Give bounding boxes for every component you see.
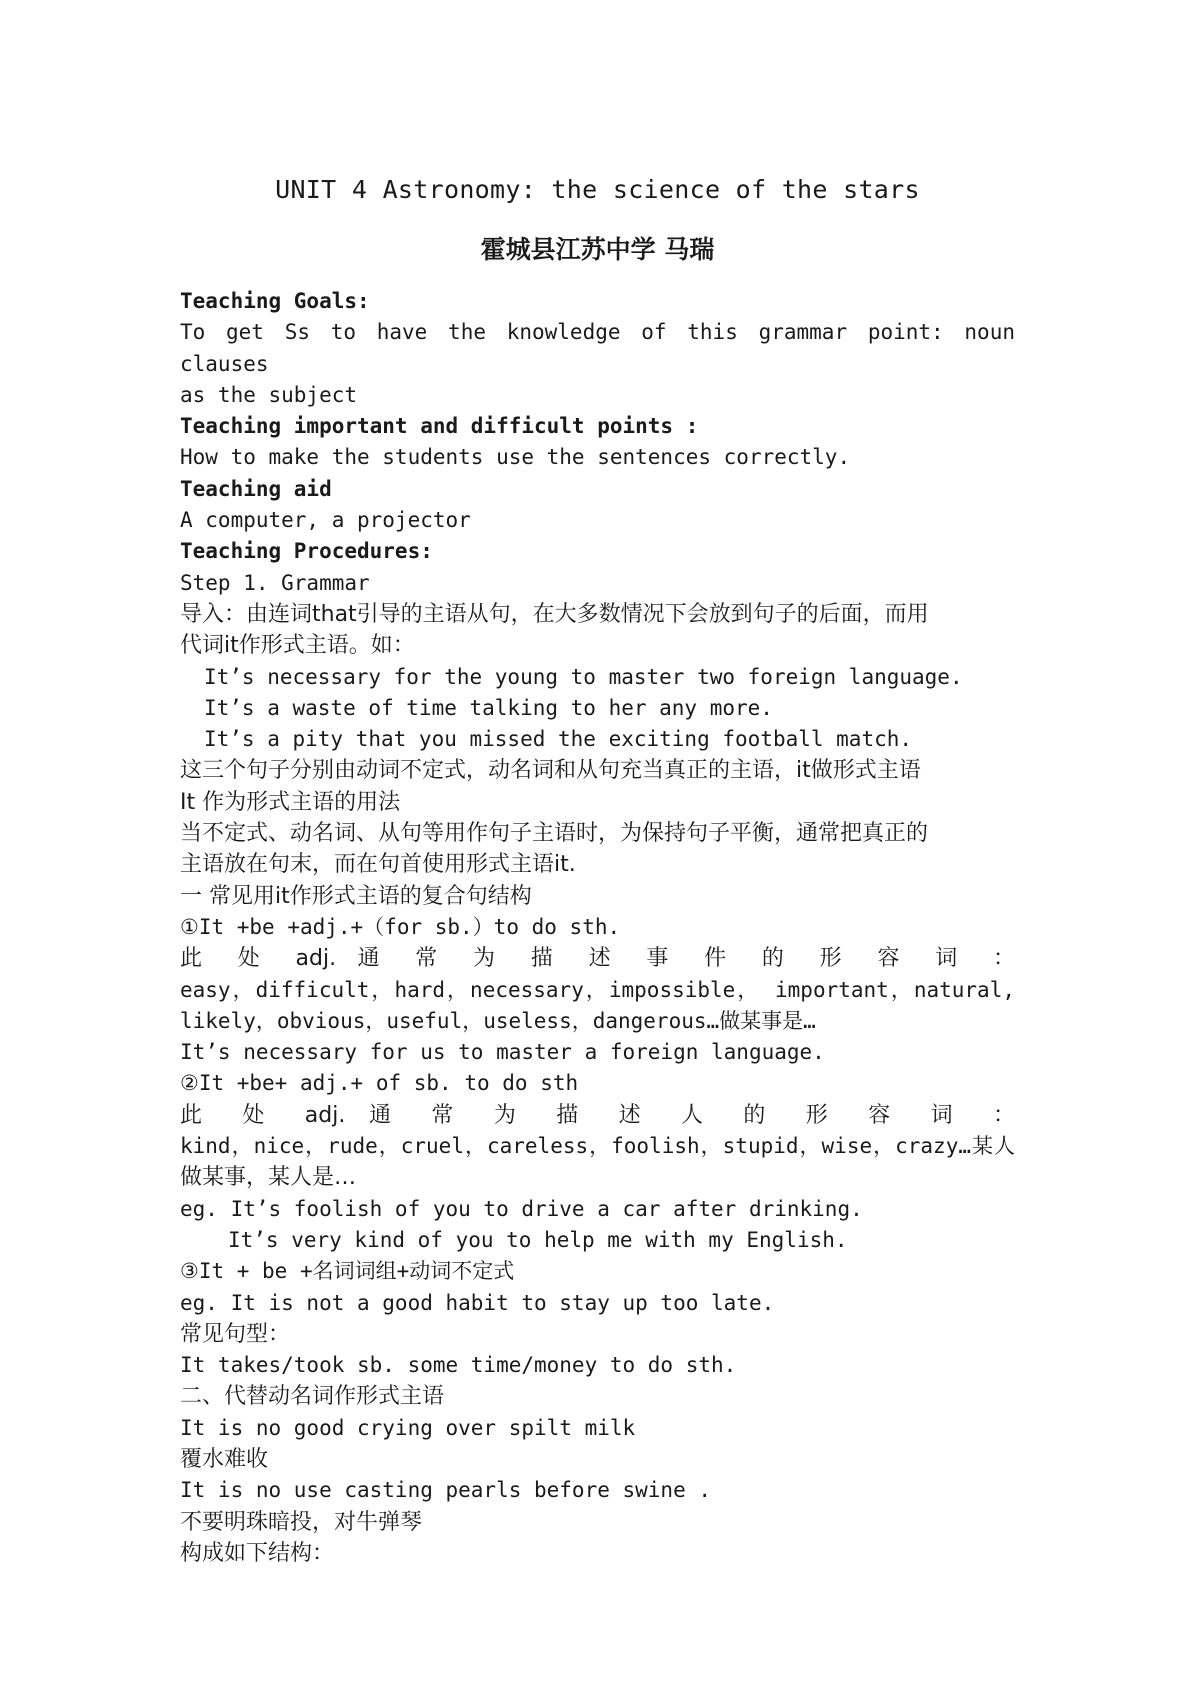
text-line: as the subject	[180, 382, 358, 407]
text-line: 覆水难收	[180, 1446, 269, 1472]
text-line: easy，difficult，hard，necessary，impossible， important，natural,	[180, 977, 1015, 1002]
text-line: It’s a pity that you missed the exciting football match.	[204, 727, 913, 752]
text-line: 导入：由连词that引导的主语从句，在大多数情况下会放到句子的后面，而用	[180, 601, 929, 627]
text-line: kind，nice，rude，cruel，careless，foolish，stupid，wise，crazy…某人	[180, 1134, 1015, 1159]
text-line: 此 处 adj. 通 常 为 描 述 人 的 形 容 词 ：	[180, 1102, 1015, 1128]
text-line: eg. It’s foolish of you to drive a car after drinking.	[180, 1196, 863, 1221]
text-line: 不要明珠暗投，对牛弹琴	[180, 1509, 423, 1535]
text-line: It’s a waste of time talking to her any more.	[204, 695, 773, 720]
text-line: It’s very kind of you to help me with my English.	[228, 1227, 848, 1252]
text-line: To get Ss to have the knowledge of this grammar point: noun clauses	[180, 320, 1015, 376]
text-line: ②It +be+ adj.+ of sb. to do sth	[180, 1071, 579, 1096]
text-line: eg. It is not a good habit to stay up too late.	[180, 1290, 775, 1315]
text-line: 这三个句子分别由动词不定式，动名词和从句充当真正的主语，it做形式主语	[180, 758, 921, 784]
text-line: It is no good crying over spilt milk	[180, 1415, 636, 1440]
text-line: How to make the students use the sentences correctly.	[180, 445, 851, 470]
text-line: 当不定式、动名词、从句等用作句子主语时，为保持句子平衡，通常把真正的	[180, 821, 929, 847]
text-line: Teaching Procedures:	[180, 539, 433, 564]
text-line: It 作为形式主语的用法	[180, 789, 401, 815]
text-line: It is no use casting pearls before swine .	[180, 1478, 712, 1503]
text-line: It’s necessary for us to master a foreign language.	[180, 1040, 825, 1065]
text-line: 做某事，某人是…	[180, 1165, 357, 1191]
text-line: likely，obvious，useful，useless，dangerous…做某事是…	[180, 1008, 816, 1033]
text-line: Step 1. Grammar	[180, 570, 370, 595]
text-line: 一 常见用it作形式主语的复合句结构	[180, 883, 532, 909]
text-line: Teaching Goals:	[180, 289, 370, 313]
text-line: ③It + be +名词词组+动词不定式	[180, 1259, 515, 1284]
document-page	[180, 170, 1015, 1569]
text-line: 常见句型：	[180, 1321, 291, 1347]
text-line: 构成如下结构：	[180, 1540, 335, 1566]
text-line: 代词it作形式主语。如：	[180, 633, 415, 659]
text-line: 此 处 adj. 通 常 为 描 述 事 件 的 形 容 词 ：	[180, 946, 1015, 972]
document-title: UNIT 4 Astronomy: the science of the stars	[275, 175, 920, 204]
document-body	[180, 286, 1015, 1569]
text-line: 主语放在句末，而在句首使用形式主语it.	[180, 852, 576, 878]
text-line: A computer, a projector	[180, 508, 471, 533]
text-line: Teaching aid	[180, 476, 332, 501]
text-line: It takes/took sb. some time/money to do sth.	[180, 1353, 737, 1378]
document-author: 霍城县江苏中学 马瑞	[480, 235, 715, 264]
text-line: It’s necessary for the young to master two foreign language.	[204, 664, 963, 689]
text-line: 二、代替动名词作形式主语	[180, 1384, 445, 1410]
text-line: Teaching important and difficult points :	[180, 414, 699, 439]
text-line: ①It +be +adj.+（for sb.）to do sth.	[180, 914, 621, 939]
